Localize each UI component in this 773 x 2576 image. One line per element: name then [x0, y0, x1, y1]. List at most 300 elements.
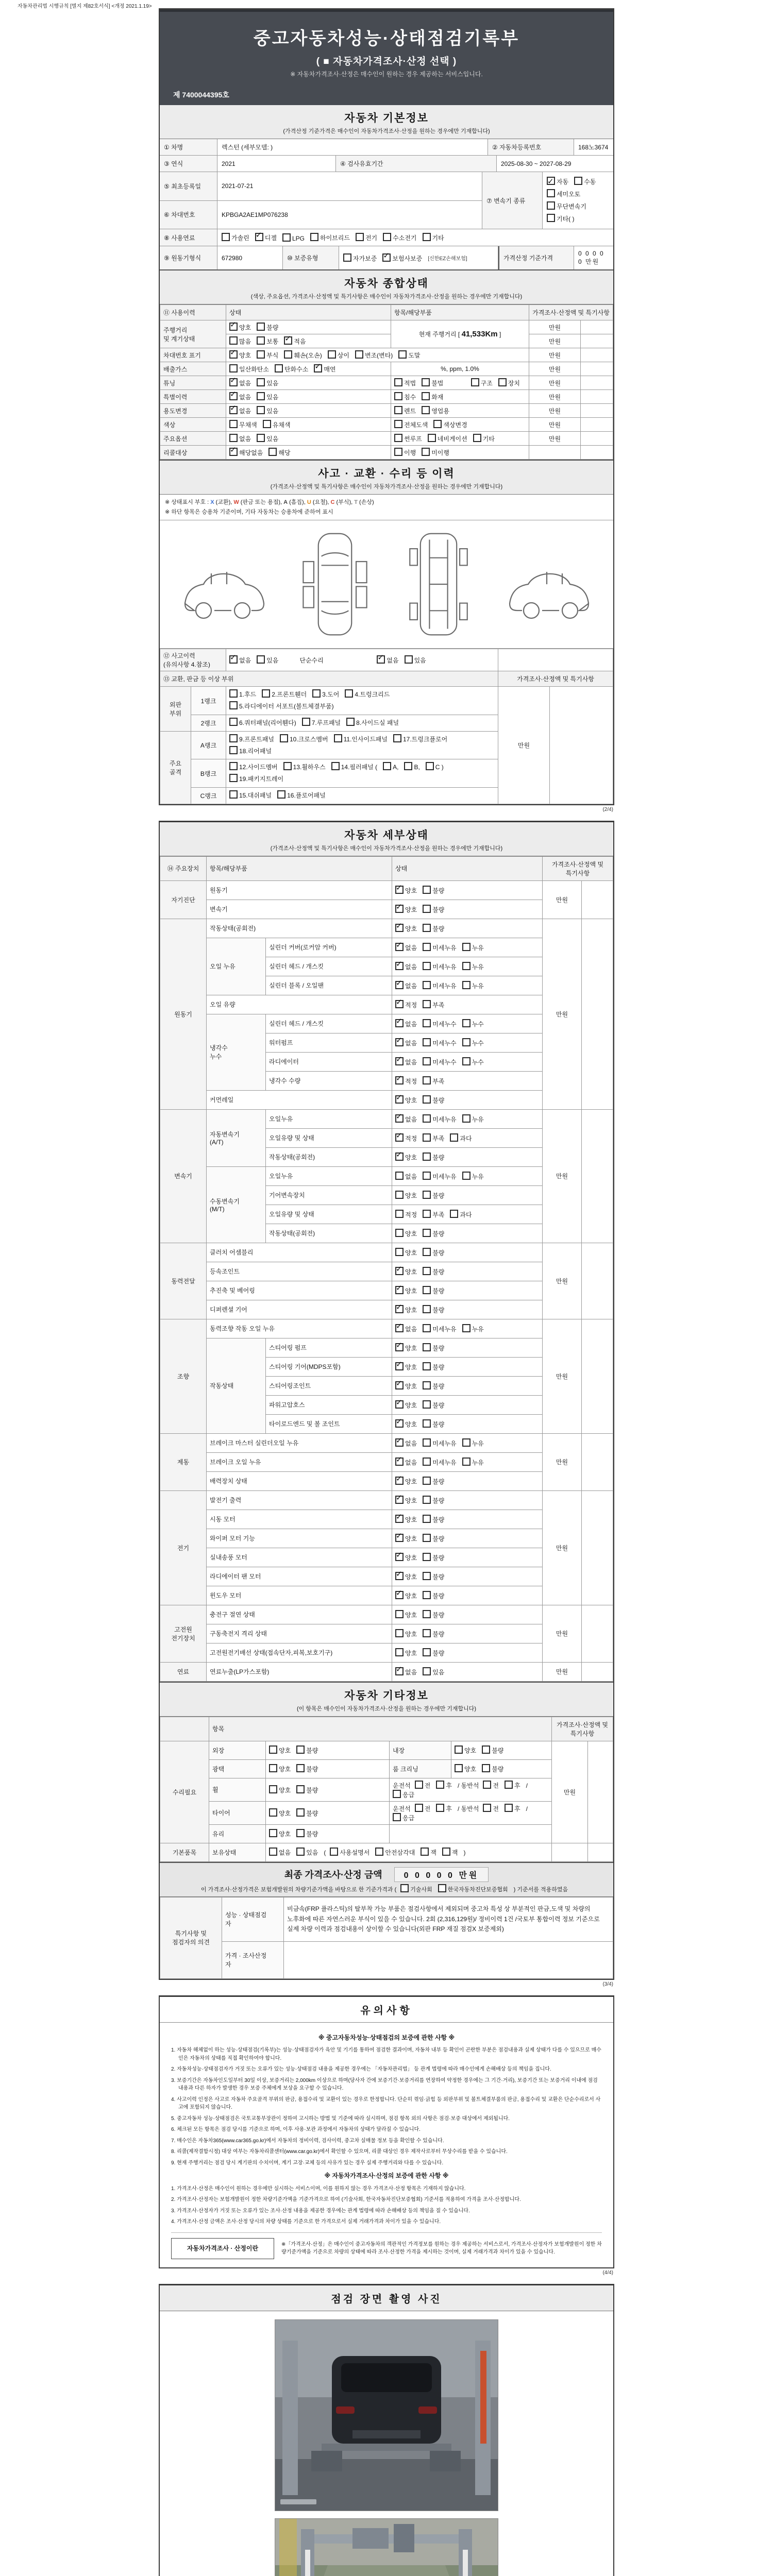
- checkbox-option[interactable]: 양호: [269, 1745, 291, 1755]
- checkbox[interactable]: [229, 434, 238, 442]
- checkbox-option[interactable]: 불량: [296, 1785, 318, 1794]
- checkbox[interactable]: [426, 762, 434, 770]
- checkbox[interactable]: [423, 1172, 431, 1180]
- checkbox-option[interactable]: 있음: [405, 655, 426, 665]
- checkbox-option[interactable]: 부족: [423, 1000, 444, 1009]
- checkbox-option[interactable]: 미세누유: [423, 962, 456, 971]
- checkbox-option[interactable]: ✓자동: [547, 176, 568, 188]
- checkbox[interactable]: [423, 1572, 431, 1580]
- checkbox[interactable]: [395, 1458, 404, 1466]
- checkbox[interactable]: [229, 406, 238, 414]
- checkbox[interactable]: [423, 1248, 431, 1256]
- checkbox-option[interactable]: 잭: [421, 1848, 436, 1857]
- checkbox-option[interactable]: 누수: [462, 1019, 484, 1028]
- checkbox-option[interactable]: 1.후드: [229, 689, 256, 701]
- checkbox-option[interactable]: ✓ 적정: [395, 1076, 417, 1086]
- checkbox[interactable]: [395, 1305, 404, 1313]
- checkbox-option[interactable]: 양호: [395, 1610, 417, 1619]
- checkbox-option[interactable]: 18.리어패널: [229, 745, 272, 757]
- checkbox[interactable]: [395, 1191, 404, 1199]
- checkbox[interactable]: [395, 1667, 404, 1675]
- checkbox-option[interactable]: 불량: [423, 1496, 444, 1505]
- checkbox-option[interactable]: 불량: [423, 924, 444, 933]
- checkbox[interactable]: [423, 1153, 431, 1161]
- checkbox[interactable]: [395, 1515, 404, 1523]
- checkbox-option[interactable]: 누유: [462, 1114, 484, 1124]
- checkbox[interactable]: [296, 1848, 305, 1856]
- checkbox[interactable]: [423, 1267, 431, 1275]
- checkbox[interactable]: [257, 392, 265, 400]
- checkbox-option[interactable]: ✓양호: [229, 323, 251, 332]
- checkbox-option[interactable]: 안전삼각대: [375, 1848, 415, 1857]
- checkbox[interactable]: [331, 762, 340, 770]
- checkbox[interactable]: [393, 1813, 401, 1821]
- checkbox[interactable]: [394, 434, 402, 442]
- checkbox[interactable]: [404, 762, 412, 770]
- checkbox-option[interactable]: 썬루프: [394, 434, 422, 443]
- checkbox[interactable]: [296, 1829, 305, 1837]
- checkbox[interactable]: [269, 1829, 277, 1837]
- checkbox[interactable]: [423, 943, 431, 951]
- checkbox-option[interactable]: ✓ 없음: [229, 392, 251, 401]
- checkbox[interactable]: [423, 1591, 431, 1599]
- checkbox-option[interactable]: ✓ 양호: [395, 924, 417, 933]
- checkbox-option[interactable]: 미세누유: [423, 1458, 456, 1467]
- checkbox-option[interactable]: ✓ 해당없음: [229, 448, 263, 457]
- checkbox-option[interactable]: 보통: [257, 336, 278, 346]
- checkbox-option[interactable]: 해당: [268, 448, 290, 457]
- checkbox[interactable]: [423, 1553, 431, 1561]
- checkbox[interactable]: [423, 1610, 431, 1618]
- checkbox-option[interactable]: 있음: [257, 655, 278, 665]
- checkbox[interactable]: [462, 1019, 470, 1027]
- checkbox[interactable]: [423, 1515, 431, 1523]
- checkbox[interactable]: [423, 1458, 431, 1466]
- checkbox[interactable]: [312, 689, 321, 698]
- checkbox[interactable]: [262, 689, 270, 698]
- checkbox-option[interactable]: 누유: [462, 1458, 484, 1467]
- checkbox[interactable]: [302, 718, 310, 726]
- checkbox[interactable]: [395, 1362, 404, 1370]
- checkbox[interactable]: [395, 924, 404, 932]
- checkbox[interactable]: [498, 378, 507, 386]
- checkbox[interactable]: [395, 1324, 404, 1332]
- checkbox-option[interactable]: ✓ 적정: [395, 1133, 417, 1143]
- checkbox-option[interactable]: 불량: [296, 1764, 318, 1773]
- checkbox-option[interactable]: A,: [383, 761, 398, 773]
- checkbox-option[interactable]: 4.트렁크리드: [345, 689, 390, 701]
- checkbox-option[interactable]: 불량: [423, 886, 444, 895]
- checkbox[interactable]: [423, 1057, 431, 1065]
- checkbox[interactable]: [423, 1419, 431, 1428]
- checkbox[interactable]: [423, 1362, 431, 1370]
- checkbox-option[interactable]: 있음: [257, 378, 278, 387]
- checkbox[interactable]: [395, 1210, 404, 1218]
- checkbox[interactable]: [229, 762, 238, 770]
- checkbox[interactable]: [395, 1267, 404, 1275]
- checkbox-option[interactable]: ✓ 양호: [395, 1419, 417, 1429]
- checkbox[interactable]: [394, 406, 402, 414]
- checkbox[interactable]: [395, 1248, 404, 1256]
- checkbox[interactable]: [394, 420, 402, 428]
- checkbox-option[interactable]: ✓ 적음: [284, 336, 306, 346]
- checkbox-option[interactable]: 양호: [269, 1785, 291, 1794]
- checkbox[interactable]: [450, 1133, 458, 1142]
- checkbox[interactable]: [423, 1114, 431, 1123]
- checkbox-option[interactable]: 일산화탄소: [229, 364, 269, 374]
- checkbox-option[interactable]: 7.루프패널: [302, 717, 341, 729]
- checkbox[interactable]: [423, 1496, 431, 1504]
- checkbox-option[interactable]: ✓ 없음: [395, 1438, 417, 1448]
- checkbox-option[interactable]: 누수: [462, 1057, 484, 1066]
- checkbox-option[interactable]: 전: [415, 1804, 431, 1813]
- checkbox[interactable]: [482, 1745, 490, 1754]
- checkbox-option[interactable]: 불량: [423, 1191, 444, 1200]
- checkbox[interactable]: [229, 323, 238, 331]
- checkbox-option[interactable]: 불량: [423, 1477, 444, 1486]
- checkbox-option[interactable]: 불량: [423, 1534, 444, 1543]
- checkbox-option[interactable]: 응급: [393, 1790, 414, 1799]
- checkbox-option[interactable]: 13.휠하우스: [283, 761, 326, 773]
- checkbox[interactable]: [229, 448, 238, 456]
- checkbox-option[interactable]: ✓ 양호: [395, 1153, 417, 1162]
- checkbox[interactable]: [423, 1229, 431, 1237]
- checkbox[interactable]: [383, 233, 391, 241]
- checkbox[interactable]: [423, 233, 431, 241]
- checkbox-option[interactable]: 누유: [462, 1324, 484, 1333]
- checkbox[interactable]: [547, 189, 555, 197]
- checkbox-option[interactable]: ✓ 양호: [395, 1400, 417, 1410]
- checkbox[interactable]: [574, 177, 582, 185]
- checkbox-option[interactable]: 색상변경: [433, 420, 467, 429]
- checkbox-option[interactable]: 하이브리드: [310, 233, 350, 242]
- checkbox[interactable]: [229, 364, 238, 372]
- checkbox[interactable]: [229, 774, 238, 782]
- checkbox[interactable]: [423, 1381, 431, 1389]
- checkbox[interactable]: [255, 233, 263, 241]
- checkbox[interactable]: [462, 1172, 470, 1180]
- checkbox-option[interactable]: ✓ 없음: [395, 981, 417, 990]
- checkbox-option[interactable]: 후: [505, 1781, 520, 1790]
- checkbox[interactable]: [356, 233, 364, 241]
- checkbox-option[interactable]: ✓ 디젤: [255, 233, 277, 242]
- checkbox[interactable]: [505, 1781, 513, 1789]
- checkbox-option[interactable]: ✓ 양호: [395, 905, 417, 914]
- checkbox[interactable]: [395, 1534, 404, 1542]
- checkbox[interactable]: [382, 253, 391, 262]
- checkbox[interactable]: [257, 434, 265, 442]
- checkbox[interactable]: [428, 434, 436, 442]
- checkbox-option[interactable]: 양호: [455, 1764, 476, 1773]
- checkbox-option[interactable]: ✓ 보험사보증: [382, 253, 422, 263]
- checkbox[interactable]: [257, 378, 265, 386]
- checkbox[interactable]: [462, 1038, 470, 1046]
- checkbox-option[interactable]: 기타: [423, 233, 444, 242]
- checkbox-option[interactable]: 없음: [395, 1172, 417, 1181]
- checkbox[interactable]: [395, 981, 404, 989]
- checkbox[interactable]: [423, 1210, 431, 1218]
- checkbox-option[interactable]: 자가보증: [343, 253, 377, 263]
- checkbox-option[interactable]: 10.크로스멤버: [280, 734, 328, 745]
- checkbox-option[interactable]: ✓ 없음: [395, 1019, 417, 1028]
- checkbox-option[interactable]: C ): [426, 761, 444, 773]
- checkbox[interactable]: [268, 448, 277, 456]
- checkbox-option[interactable]: ✓ 없음: [395, 1667, 417, 1676]
- checkbox-option[interactable]: ✓ 적정: [395, 1000, 417, 1009]
- checkbox-option[interactable]: 16.플로어패널: [277, 790, 326, 802]
- checkbox[interactable]: [269, 1808, 277, 1817]
- checkbox-option[interactable]: LPG: [282, 233, 305, 242]
- checkbox[interactable]: [377, 655, 385, 664]
- checkbox-option[interactable]: 미세누수: [423, 1057, 456, 1066]
- checkbox-option[interactable]: 불량: [423, 1153, 444, 1162]
- checkbox-option[interactable]: 양호: [269, 1808, 291, 1818]
- checkbox[interactable]: [229, 378, 238, 386]
- checkbox[interactable]: [462, 1057, 470, 1065]
- checkbox-option[interactable]: 불량: [257, 323, 278, 332]
- checkbox[interactable]: [229, 734, 238, 742]
- checkbox[interactable]: [394, 392, 402, 400]
- checkbox[interactable]: [462, 1324, 470, 1332]
- checkbox[interactable]: [229, 718, 238, 726]
- checkbox[interactable]: [423, 1343, 431, 1351]
- checkbox-option[interactable]: ✓ 양호: [395, 1362, 417, 1371]
- checkbox[interactable]: [395, 1477, 404, 1485]
- checkbox[interactable]: [282, 233, 291, 242]
- checkbox[interactable]: [284, 336, 292, 345]
- checkbox-option[interactable]: 불량: [423, 1343, 444, 1352]
- checkbox-option[interactable]: 무채색: [229, 420, 257, 429]
- checkbox-option[interactable]: 전체도색: [394, 420, 428, 429]
- checkbox[interactable]: [283, 762, 292, 770]
- checkbox-option[interactable]: 기타( ): [547, 213, 575, 225]
- checkbox[interactable]: [395, 1172, 404, 1180]
- checkbox-option[interactable]: 불량: [423, 905, 444, 914]
- checkbox[interactable]: [229, 701, 238, 709]
- checkbox[interactable]: [257, 336, 265, 345]
- checkbox[interactable]: [423, 1305, 431, 1313]
- checkbox-option[interactable]: 불량: [423, 1248, 444, 1257]
- checkbox[interactable]: [421, 1848, 429, 1856]
- checkbox-option[interactable]: 상이: [328, 350, 349, 360]
- checkbox[interactable]: [275, 364, 283, 372]
- checkbox[interactable]: [462, 962, 470, 970]
- checkbox-option[interactable]: 8.사이드실 패널: [346, 717, 399, 729]
- checkbox-option[interactable]: 전기: [356, 233, 377, 242]
- checkbox[interactable]: [257, 350, 265, 359]
- checkbox-option[interactable]: 한국자동차진단보증협회: [438, 1884, 508, 1893]
- checkbox[interactable]: [395, 1000, 404, 1008]
- checkbox[interactable]: [395, 1133, 404, 1142]
- checkbox-option[interactable]: 후: [436, 1804, 452, 1813]
- checkbox-option[interactable]: ✓ 없음: [229, 378, 251, 387]
- checkbox-option[interactable]: 불량: [423, 1305, 444, 1314]
- checkbox[interactable]: [423, 1000, 431, 1008]
- checkbox[interactable]: [423, 1095, 431, 1104]
- checkbox-option[interactable]: 11.인사이드패널: [334, 734, 388, 745]
- checkbox-option[interactable]: 양호: [395, 1229, 417, 1238]
- checkbox-option[interactable]: ✓ 없음: [395, 962, 417, 971]
- checkbox-option[interactable]: 불량: [482, 1764, 503, 1773]
- checkbox-option[interactable]: 부족: [423, 1133, 444, 1143]
- checkbox-option[interactable]: 없음: [269, 1848, 291, 1857]
- checkbox[interactable]: [423, 1324, 431, 1332]
- checkbox-option[interactable]: 미세누유: [423, 1114, 456, 1124]
- checkbox[interactable]: [393, 734, 401, 742]
- checkbox-option[interactable]: ✓ 양호: [395, 1496, 417, 1505]
- checkbox[interactable]: [269, 1848, 277, 1856]
- checkbox[interactable]: [473, 434, 481, 442]
- checkbox[interactable]: [547, 201, 555, 210]
- checkbox[interactable]: [395, 1114, 404, 1123]
- checkbox[interactable]: [547, 177, 555, 185]
- checkbox[interactable]: [328, 350, 336, 359]
- checkbox[interactable]: [483, 1804, 491, 1812]
- checkbox-option[interactable]: 19.패키지트레이: [229, 773, 283, 785]
- checkbox[interactable]: [395, 1591, 404, 1599]
- checkbox-option[interactable]: 침수: [394, 392, 416, 401]
- checkbox-option[interactable]: ✓ 양호: [395, 1286, 417, 1295]
- checkbox-option[interactable]: 누유: [462, 943, 484, 952]
- checkbox-option[interactable]: ✓ 양호: [395, 1343, 417, 1352]
- checkbox-option[interactable]: 양호: [395, 1648, 417, 1657]
- checkbox[interactable]: [395, 1629, 404, 1637]
- checkbox-option[interactable]: 6.쿼터패널(리어휀다): [229, 717, 296, 729]
- checkbox[interactable]: [229, 689, 238, 698]
- checkbox-option[interactable]: 불량: [296, 1829, 318, 1838]
- checkbox-option[interactable]: 불량: [423, 1095, 444, 1105]
- checkbox-option[interactable]: 미세누유: [423, 1324, 456, 1333]
- checkbox-option[interactable]: 있음: [257, 392, 278, 401]
- checkbox[interactable]: [395, 1057, 404, 1065]
- checkbox[interactable]: [415, 1781, 423, 1789]
- checkbox-option[interactable]: 불량: [423, 1515, 444, 1524]
- checkbox-option[interactable]: ✓ 양호: [395, 1591, 417, 1600]
- checkbox[interactable]: [395, 886, 404, 894]
- checkbox[interactable]: [483, 1781, 491, 1789]
- checkbox[interactable]: [296, 1745, 305, 1754]
- checkbox-option[interactable]: 있음: [257, 434, 278, 443]
- checkbox-option[interactable]: 화재: [422, 392, 443, 401]
- checkbox-option[interactable]: ✓ 양호: [395, 886, 417, 895]
- checkbox[interactable]: [277, 790, 285, 799]
- checkbox[interactable]: [395, 1153, 404, 1161]
- checkbox-option[interactable]: 있음: [296, 1848, 318, 1857]
- checkbox-option[interactable]: 부식: [257, 350, 278, 360]
- checkbox[interactable]: [400, 1884, 409, 1892]
- checkbox-option[interactable]: 12.사이드멤버: [229, 761, 278, 773]
- checkbox-option[interactable]: 기타: [473, 434, 495, 443]
- checkbox-option[interactable]: 부족: [423, 1210, 444, 1219]
- checkbox[interactable]: [263, 420, 271, 428]
- checkbox-option[interactable]: 불량: [423, 1286, 444, 1295]
- checkbox-option[interactable]: ✓ 없음: [395, 1458, 417, 1467]
- checkbox[interactable]: [405, 655, 413, 664]
- checkbox-option[interactable]: 미세누유: [423, 1438, 456, 1448]
- checkbox[interactable]: [462, 943, 470, 951]
- checkbox[interactable]: [229, 420, 238, 428]
- checkbox-option[interactable]: ✓ 양호: [395, 1267, 417, 1276]
- checkbox[interactable]: [436, 1781, 444, 1789]
- checkbox[interactable]: [395, 1095, 404, 1104]
- checkbox[interactable]: [415, 1804, 423, 1812]
- checkbox[interactable]: [395, 905, 404, 913]
- checkbox[interactable]: [438, 1884, 446, 1892]
- checkbox-option[interactable]: 수동: [574, 176, 596, 188]
- checkbox[interactable]: [423, 1076, 431, 1084]
- checkbox[interactable]: [436, 1804, 444, 1812]
- checkbox-option[interactable]: 사용설명서: [330, 1848, 369, 1857]
- checkbox[interactable]: [450, 1210, 458, 1218]
- checkbox-option[interactable]: ✓ 양호: [395, 1515, 417, 1524]
- checkbox-option[interactable]: 불량: [423, 1267, 444, 1276]
- checkbox-option[interactable]: ✓ 양호: [395, 1553, 417, 1562]
- checkbox[interactable]: [423, 1191, 431, 1199]
- checkbox-option[interactable]: 불량: [482, 1745, 503, 1755]
- checkbox[interactable]: [334, 734, 342, 742]
- checkbox-option[interactable]: ✓ 없음: [395, 1324, 417, 1333]
- checkbox[interactable]: [423, 962, 431, 970]
- checkbox-option[interactable]: 적법: [394, 378, 416, 387]
- checkbox[interactable]: [423, 1019, 431, 1027]
- checkbox[interactable]: [395, 1343, 404, 1351]
- checkbox-option[interactable]: 불법: [422, 378, 443, 387]
- checkbox[interactable]: [505, 1804, 513, 1812]
- checkbox[interactable]: [395, 1019, 404, 1027]
- checkbox-option[interactable]: 5.라디에이터 서포트(볼트체결부품): [229, 701, 334, 713]
- checkbox[interactable]: [395, 1553, 404, 1561]
- checkbox[interactable]: [296, 1764, 305, 1772]
- checkbox[interactable]: [394, 448, 402, 456]
- checkbox[interactable]: [398, 350, 407, 359]
- checkbox-option[interactable]: 도말: [398, 350, 420, 360]
- checkbox[interactable]: [423, 1133, 431, 1142]
- checkbox[interactable]: [395, 1610, 404, 1618]
- checkbox[interactable]: [355, 350, 363, 359]
- checkbox-option[interactable]: 누유: [462, 1438, 484, 1448]
- checkbox[interactable]: [462, 1458, 470, 1466]
- checkbox[interactable]: [346, 718, 355, 726]
- checkbox-option[interactable]: ✓ 없음: [395, 943, 417, 952]
- checkbox[interactable]: [395, 1496, 404, 1504]
- checkbox[interactable]: [462, 981, 470, 989]
- checkbox[interactable]: [471, 378, 479, 386]
- checkbox-option[interactable]: 양호: [269, 1829, 291, 1838]
- checkbox-option[interactable]: ✓ 양호: [395, 1534, 417, 1543]
- checkbox[interactable]: [229, 655, 238, 664]
- checkbox-option[interactable]: 양호: [455, 1745, 476, 1755]
- checkbox[interactable]: [257, 655, 265, 664]
- checkbox[interactable]: [395, 1286, 404, 1294]
- checkbox[interactable]: [284, 350, 292, 359]
- checkbox[interactable]: [229, 392, 238, 400]
- checkbox-option[interactable]: 미이행: [422, 448, 449, 457]
- checkbox[interactable]: [422, 448, 430, 456]
- checkbox-option[interactable]: 장치: [498, 378, 520, 387]
- checkbox-option[interactable]: 불량: [423, 1553, 444, 1562]
- checkbox-option[interactable]: 있음: [423, 1667, 444, 1676]
- checkbox[interactable]: [269, 1785, 277, 1793]
- checkbox[interactable]: [314, 364, 322, 372]
- checkbox-option[interactable]: 불량: [423, 1610, 444, 1619]
- checkbox[interactable]: [229, 746, 238, 754]
- checkbox-option[interactable]: 있음: [257, 406, 278, 415]
- checkbox-option[interactable]: B,: [404, 761, 419, 773]
- checkbox[interactable]: [280, 734, 288, 742]
- checkbox[interactable]: [547, 214, 555, 222]
- checkbox-option[interactable]: 전: [483, 1804, 499, 1813]
- checkbox-option[interactable]: 세미오토: [547, 188, 580, 200]
